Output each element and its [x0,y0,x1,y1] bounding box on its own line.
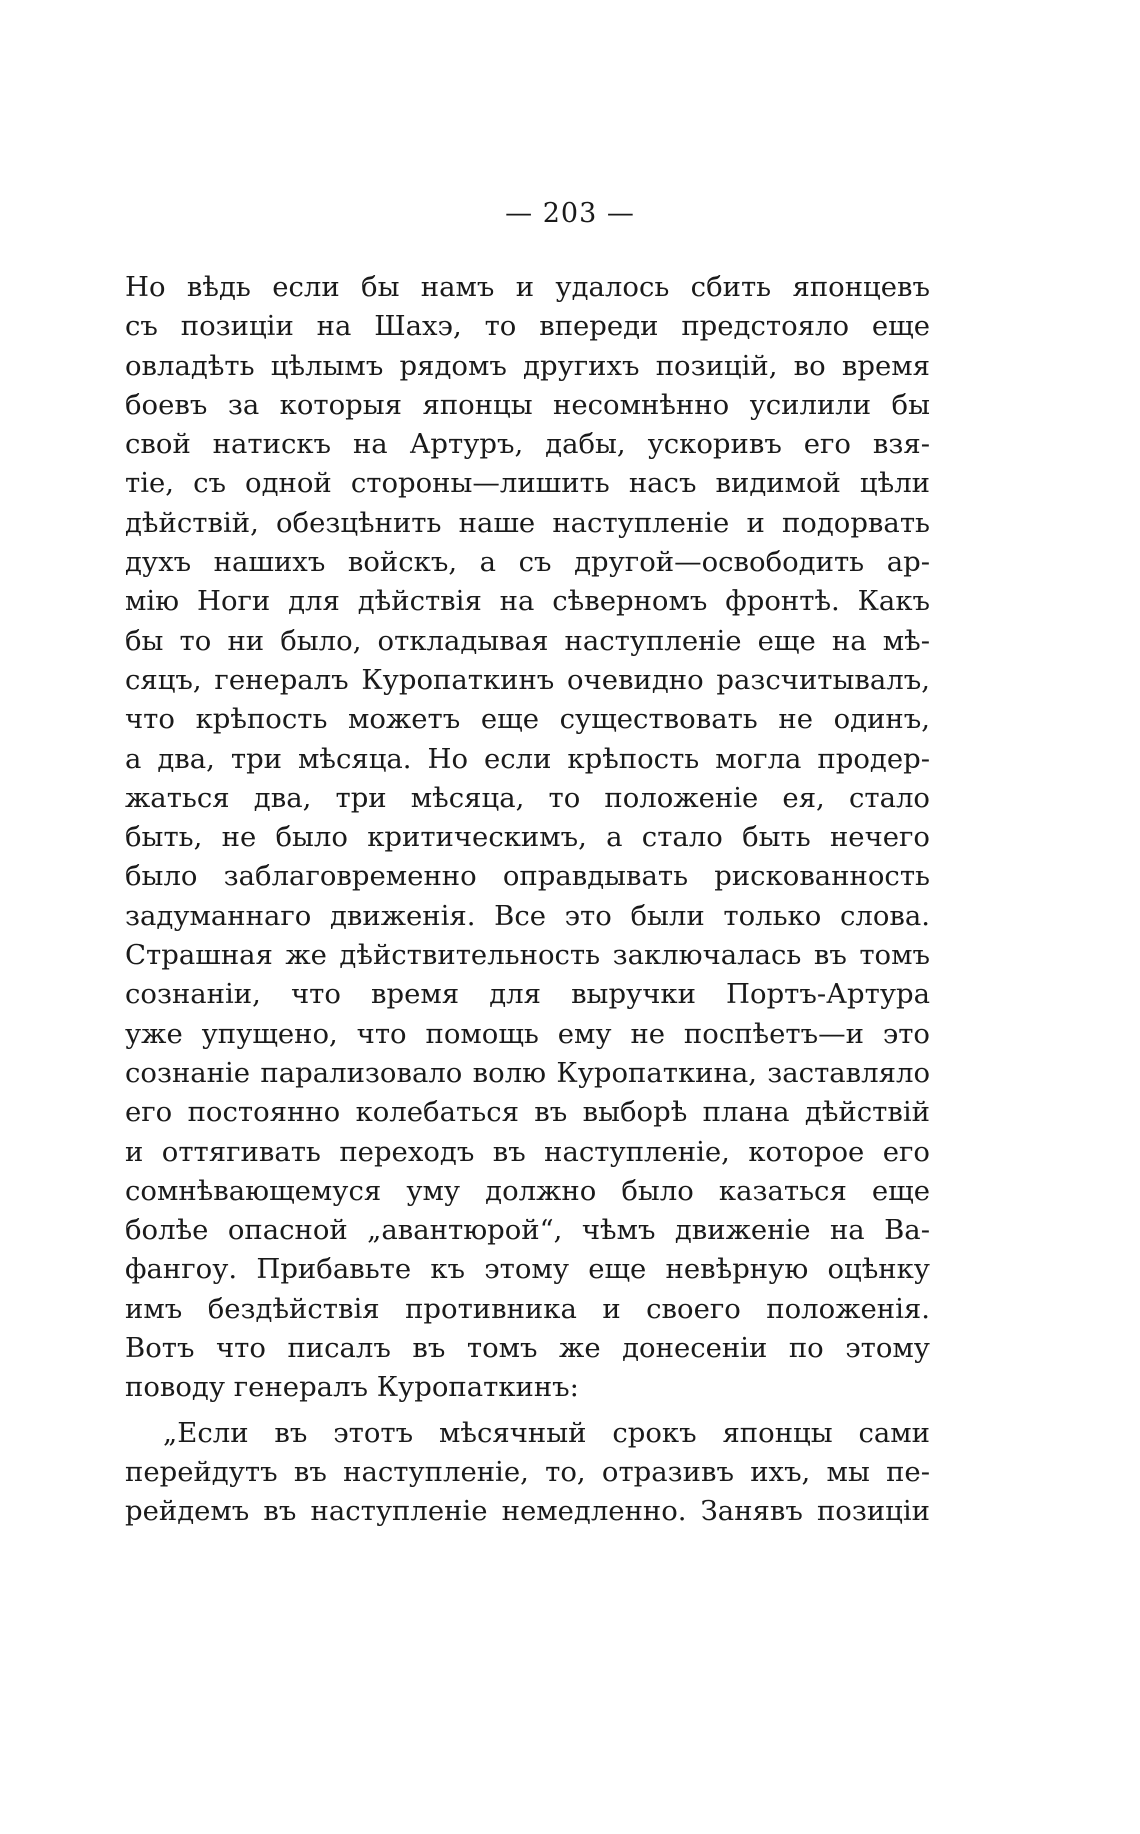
text-line: было заблаговременно оправдывать рискованность [125,860,930,893]
text-line: поводу генералъ Куропаткинъ: [125,1371,579,1404]
text-line: мію Ноги для дѣйствія на сѣверномъ фронтѣ. Какъ [125,585,930,618]
body-text [125,268,930,1532]
text-line: сяцъ, генералъ Куропаткинъ очевидно разсчитывалъ, [125,663,930,696]
text-line: Но вѣдь если бы намъ и удалось сбить японцевъ [125,271,930,303]
text-line: и оттягивать переходъ въ наступленіе, которое его [125,1135,930,1168]
text-line: дѣйствій, обезцѣнить наше наступленіе и подорвать [125,506,930,539]
paragraph-1 [125,268,930,1408]
text-line: съ позиціи на Шахэ, то впереди предстояло еще [125,310,930,343]
text-line: бы то ни было, откладывая наступленіе еще на мѣ- [125,624,930,657]
text-line: Вотъ что писалъ въ томъ же донесеніи по этому [125,1332,930,1365]
text-line: а два, три мѣсяца. Но если крѣпость могла продер- [125,742,930,775]
paragraph-2 [125,1414,930,1532]
text-line: быть, не было критическимъ, а стало быть нечего [125,821,930,854]
text-line: боевъ за которыя японцы несомнѣнно усилили бы [125,388,930,421]
text-line: перейдутъ въ наступленіе, то, отразивъ ихъ, мы пе- [125,1455,930,1488]
text-line: фангоу. Прибавьте къ этому еще невѣрную оцѣнку [125,1253,930,1286]
text-line: сознаніи, что время для выручки Портъ-Артура [125,978,930,1011]
text-line: рейдемъ въ наступленіе немедленно. Занявъ позиціи [125,1495,930,1528]
text-line: свой натискъ на Артуръ, дабы, ускоривъ его взя- [125,428,930,461]
page-number: — 203 — [505,198,635,229]
text-line: овладѣть цѣлымъ рядомъ другихъ позицій, во время [125,349,930,382]
text-line: имъ бездѣйствія противника и своего положенія. [125,1292,930,1325]
text-line: уже упущено, что помощь ему не поспѣетъ—и это [125,1017,930,1050]
text-line: сознаніе парализовало волю Куропаткина, заставляло [125,1056,930,1089]
text-line: жаться два, три мѣсяца, то положеніе ея, стало [125,781,930,814]
text-line: что крѣпость можетъ еще существовать не одинъ, [125,703,930,736]
text-line: его постоянно колебаться въ выборѣ плана дѣйствій [125,1096,930,1129]
text-line: „Если въ этотъ мѣсячный срокъ японцы сами [163,1416,930,1449]
text-line: задуманнаго движенія. Все это были только слова. [125,899,930,932]
text-line: Страшная же дѣйствительность заключалась въ томъ [125,939,930,972]
text-line: сомнѣвающемуся уму должно было казаться еще [125,1174,930,1207]
text-line: духъ нашихъ войскъ, а съ другой—освободить ар- [125,546,930,579]
text-line: тіе, съ одной стороны—лишить насъ видимой цѣли [125,467,930,500]
text-line: болѣе опасной „авантюрой“, чѣмъ движеніе на Ва- [125,1214,930,1247]
